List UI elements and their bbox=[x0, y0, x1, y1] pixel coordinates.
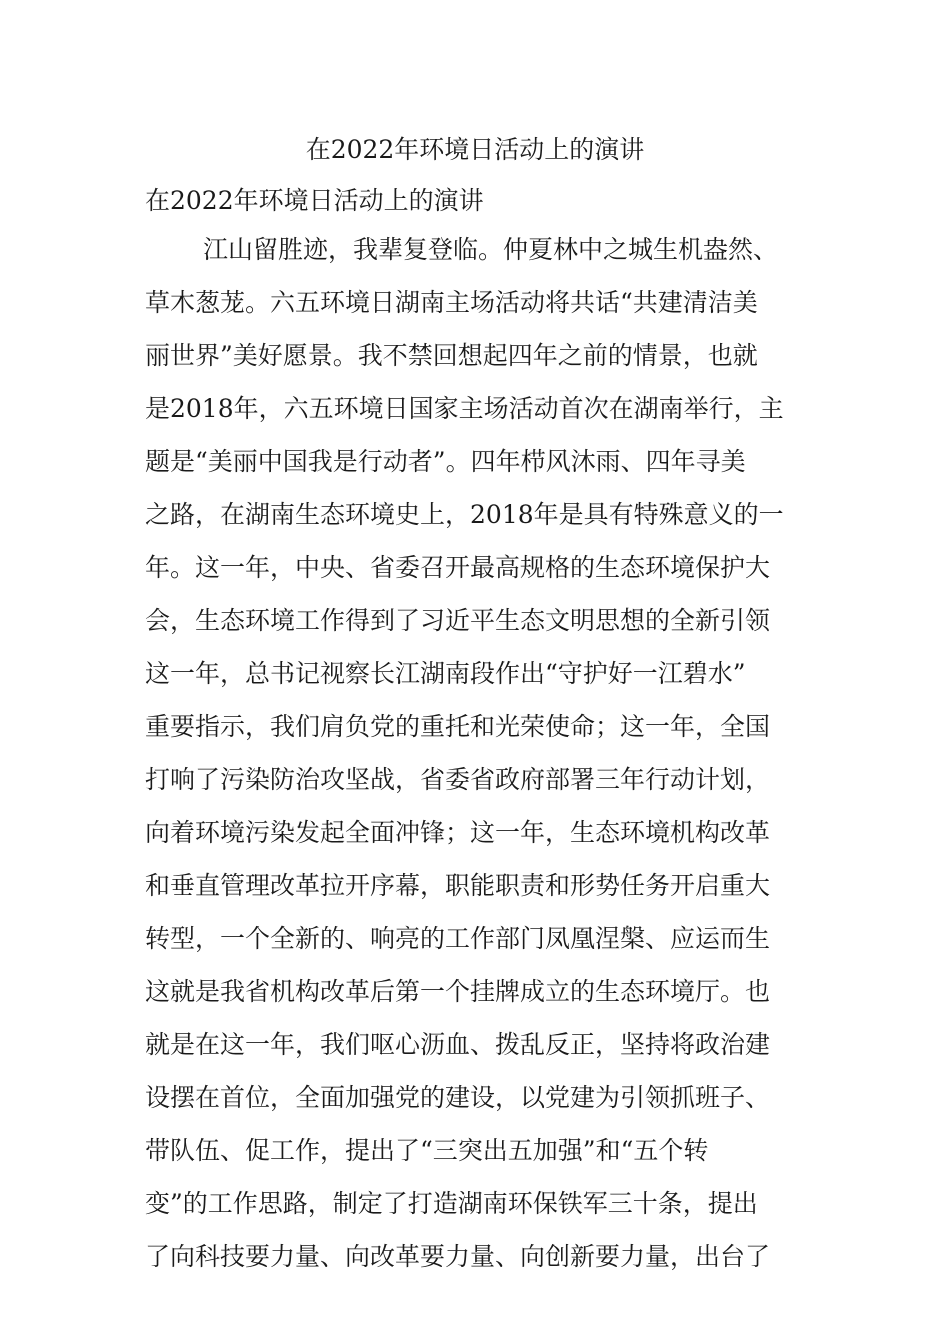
body-line: 之路，在湖南生态环境史上，2018年是具有特殊意义的一 bbox=[145, 500, 784, 529]
body-line: 就是在这一年，我们呕心沥血、拨乱反正，坚持将政治建 bbox=[145, 1030, 771, 1059]
body-line: 这就是我省机构改革后第一个挂牌成立的生态环境厅。也 bbox=[145, 977, 771, 1006]
body-line: 年。这一年，中央、省委召开最高规格的生态环境保护大 bbox=[145, 553, 771, 582]
body-line: 题是“美丽中国我是行动者”。四年栉风沐雨、四年寻美 bbox=[145, 447, 746, 476]
body-line: 是2018年，六五环境日国家主场活动首次在湖南举行，主 bbox=[145, 394, 784, 423]
body-line: 会，生态环境工作得到了习近平生态文明思想的全新引领 bbox=[145, 606, 771, 635]
body-line: 重要指示，我们肩负党的重托和光荣使命；这一年，全国 bbox=[145, 712, 771, 741]
body-line: 打响了污染防治攻坚战，省委省政府部署三年行动计划， bbox=[145, 765, 771, 794]
document-title: 在2022年环境日活动上的演讲 bbox=[305, 135, 645, 164]
body-line: 向着环境污染发起全面冲锋；这一年，生态环境机构改革 bbox=[145, 818, 771, 847]
body-line: 转型，一个全新的、响亮的工作部门凤凰涅槃、应运而生 bbox=[145, 924, 771, 953]
document-body bbox=[145, 232, 845, 1292]
body-line: 丽世界”美好愿景。我不禁回想起四年之前的情景，也就 bbox=[145, 341, 758, 370]
body-line: 带队伍、促工作，提出了“三突出五加强”和“五个转 bbox=[145, 1136, 709, 1165]
body-line: 这一年，总书记视察长江湖南段作出“守护好一江碧水” bbox=[145, 659, 746, 688]
body-line: 了向科技要力量、向改革要力量、向创新要力量，出台了 bbox=[145, 1242, 771, 1271]
body-line: 变”的工作思路，制定了打造湖南环保铁军三十条，提出 bbox=[145, 1189, 758, 1218]
body-line: 草木葱茏。六五环境日湖南主场活动将共话“共建清洁美 bbox=[145, 288, 758, 317]
body-line: 江山留胜迹，我辈复登临。仲夏林中之城生机盎然、 bbox=[203, 235, 779, 264]
body-line: 和垂直管理改革拉开序幕，职能职责和形势任务开启重大 bbox=[145, 871, 771, 900]
document-subtitle: 在2022年环境日活动上的演讲 bbox=[145, 186, 484, 215]
body-line: 设摆在首位，全面加强党的建设，以党建为引领抓班子、 bbox=[145, 1083, 771, 1112]
